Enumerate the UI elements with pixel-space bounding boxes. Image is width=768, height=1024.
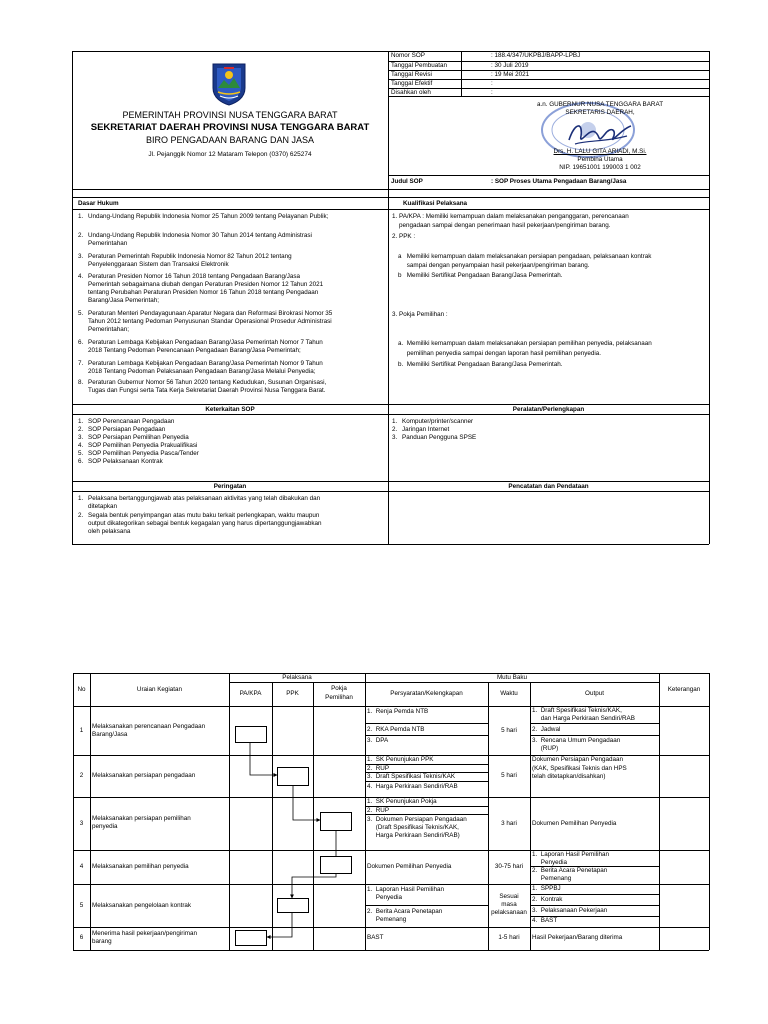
row-waktu: 1-5 hari xyxy=(498,934,520,941)
col-pokja-header: Pokja xyxy=(331,685,347,692)
row-uraian: Melaksanakan persiapan pemilihan penyedia xyxy=(92,815,191,831)
kualifikasi-ppk-b: b Memiliki Sertifikat Pengadaan Barang/Jasa Pemerintah. xyxy=(398,272,563,279)
row-syarat: 2. RKA Pemda NTB xyxy=(367,726,425,733)
meta-label: Tanggal Revisi xyxy=(391,71,432,78)
dasar-hukum-title: Dasar Hukum xyxy=(78,200,119,207)
row-waktu: 5 hari xyxy=(501,772,517,779)
gov-line-1: PEMERINTAH PROVINSI NUSA TENGGARA BARAT xyxy=(122,110,338,120)
row-syarat: 3. Dokumen Persiapan Pengadaan xyxy=(367,816,467,823)
row-output: (RUP) xyxy=(532,745,559,752)
kualifikasi-pokja-a: a. Memiliki kemampuan dalam melaksanakan persiapan pemilihan penyedia, pelaksanaan xyxy=(398,340,652,347)
kualifikasi-pokja: 3. Pokja Pemilihan : xyxy=(392,311,448,318)
judul-label: Judul SOP xyxy=(391,178,423,185)
row-syarat: Penyedia xyxy=(367,894,403,901)
row-output: 1. Draft Spesifikasi Teknis/KAK, xyxy=(532,707,622,714)
gov-line-3: BIRO PENGADAAN BARANG DAN JASA xyxy=(145,135,315,145)
kualifikasi-ppk: 2. PPK : xyxy=(392,233,416,240)
row-output: 3. Rencana Umum Pengadaan xyxy=(532,737,621,744)
row-syarat: 1. Renja Pemda NTB xyxy=(367,708,429,715)
row-number: 6 xyxy=(79,934,84,941)
row-uraian: Melaksanakan perencanaan Pengadaan Barang/Jasa xyxy=(92,723,206,739)
row-number: 4 xyxy=(79,863,84,870)
row-output: Dokumen Persiapan Pengadaan xyxy=(532,756,624,763)
signer-rank: Pembina Utama xyxy=(577,156,623,163)
signer-name: Drs. H. LALU GITA ARIADI, M.Si. xyxy=(553,148,647,155)
meta-value: : 19 Mei 2021 xyxy=(491,71,530,78)
office-address: Jl. Pejanggik Nomor 12 Mataram Telepon (0370) 625274 xyxy=(148,151,312,158)
row-syarat: 1. SK Penunjukan PPK xyxy=(367,756,434,763)
kualifikasi-pa-kpa-line: 1. PA/KPA : Memiliki kemampuan dalam melaksanakan penganggaran, perencanaan xyxy=(392,213,629,220)
row-syarat: 1. SK Penunjukan Pokja xyxy=(367,798,437,805)
row-uraian: Melaksanakan pengelolaan kontrak xyxy=(92,902,192,909)
row-waktu: 30-75 hari xyxy=(494,863,524,870)
flow-box-pa-kpa-6 xyxy=(235,930,267,946)
row-output: 1. SPPBJ xyxy=(532,885,561,892)
flow-box-pokja-3 xyxy=(320,812,352,831)
row-number: 1 xyxy=(79,727,84,734)
meta-label: Nomor SOP xyxy=(391,52,425,59)
col-keterangan-header: Keterangan xyxy=(667,686,701,693)
row-output: Pemenang xyxy=(532,875,572,882)
kualifikasi-pokja-a: pemilihan penyedia sampai dengan laporan hasil pemilihan penyedia. xyxy=(398,350,602,357)
kualifikasi-pokja-b: b. Memiliki Sertifikat Pengadaan Barang/Jasa Pemerintah. xyxy=(398,361,563,368)
col-no-header: No xyxy=(77,686,86,693)
row-syarat: 3. DPA xyxy=(367,737,389,744)
meta-label: Tanggal Efektif xyxy=(391,80,433,87)
flow-box-ppk-2 xyxy=(277,767,309,786)
keterkaitan-title: Keterkaitan SOP xyxy=(205,406,255,413)
row-waktu: pelaksanaan xyxy=(491,909,527,916)
row-output: Dokumen Pemilihan Penyedia xyxy=(532,820,617,827)
meta-value: : 188.4/347/UKPBJ/BAPP-LPBJ xyxy=(491,52,581,59)
row-syarat: 4. Harga Perkiraan Sendiri/RAB xyxy=(367,783,458,790)
row-syarat: BAST xyxy=(367,934,384,941)
meta-value: : xyxy=(491,80,493,87)
row-output: telah ditetapkan/disahkan) xyxy=(532,773,606,780)
row-output: dan Harga Perkiraan Sendiri/RAB xyxy=(532,715,635,722)
col-pa-header: PA/KPA xyxy=(239,690,262,697)
row-syarat: Dokumen Pemilihan Penyedia xyxy=(367,863,452,870)
col-ppk-header: PPK xyxy=(286,690,299,697)
flow-box-ppk-5 xyxy=(277,898,309,913)
row-waktu: masa xyxy=(501,901,517,908)
row-waktu: 5 hari xyxy=(501,727,517,734)
row-number: 3 xyxy=(79,820,84,827)
meta-value: : xyxy=(491,89,493,96)
col-mutu-header: Mutu Baku xyxy=(496,674,528,681)
row-number: 5 xyxy=(79,902,84,909)
kualifikasi-ppk-a: a Memiliki kemampuan dalam melaksanakan persiapan pengadaan, pelaksanaan kontrak xyxy=(398,253,652,260)
row-output: 3. Pelaksanaan Pekerjaan xyxy=(532,907,608,914)
row-output: 2. Berita Acara Penetapan xyxy=(532,867,608,874)
peringatan-title: Peringatan xyxy=(213,483,247,490)
row-waktu: Sesuai xyxy=(499,893,519,900)
kualifikasi-pa-kpa-line: pengadaan sampai dengan penerimaan hasil pekerjaan/pengiriman barang. xyxy=(392,222,611,229)
meta-label: Tanggal Pembuatan xyxy=(391,62,448,69)
row-output: 2. Kontrak xyxy=(532,896,563,903)
row-output: Hasil Pekerjaan/Barang diterima xyxy=(532,934,623,941)
row-syarat: 1. Laporan Hasil Pemilihan xyxy=(367,886,445,893)
col-uraian-header: Uraian Kegiatan xyxy=(136,686,183,693)
signer-title-2: SEKRETARIS DAERAH, xyxy=(565,109,635,116)
row-uraian: Melaksanakan persiapan pengadaan xyxy=(92,772,196,779)
flow-box-pokja-4 xyxy=(320,856,352,874)
pencatatan-title: Pencatatan dan Pendataan xyxy=(508,483,589,490)
row-syarat: 2. RUP xyxy=(367,765,390,772)
col-pelaksana-header: Pelaksana xyxy=(282,674,312,681)
col-pokja-header-2: Pemilihan xyxy=(325,694,353,701)
row-syarat: Pemenang xyxy=(367,916,407,923)
row-output: 4. BAST xyxy=(532,917,558,924)
row-number: 2 xyxy=(79,772,84,779)
row-waktu: 3 hari xyxy=(501,820,517,827)
row-syarat: 2. Berita Acara Penetapan xyxy=(367,908,443,915)
col-output-header: Output xyxy=(585,690,604,697)
kualifikasi-title: Kualifikasi Pelaksana xyxy=(403,200,468,207)
peralatan-title: Peralatan/Perlengkapan xyxy=(512,406,585,413)
row-output: (KAK, Spesifikasi Teknis dan HPS xyxy=(532,765,627,772)
col-syarat-header: Persyaratan/Kelengkapan xyxy=(390,690,463,697)
col-waktu-header: Waktu xyxy=(500,690,518,697)
judul-value: : SOP Proses Utama Pengadaan Barang/Jasa xyxy=(491,178,627,185)
signer-title-1: a.n. GUBERNUR NUSA TENGGARA BARAT xyxy=(536,101,664,108)
row-uraian: Melaksanakan pemilihan penyedia xyxy=(92,863,189,870)
meta-value: : 30 Juli 2019 xyxy=(491,62,529,69)
meta-label: Disahkan oleh xyxy=(391,89,431,96)
row-output: Penyedia xyxy=(532,859,568,866)
row-uraian: Menerima hasil pekerjaan/pengiriman barang xyxy=(92,930,198,946)
flow-box-pa-kpa-1 xyxy=(235,726,267,743)
row-syarat: (Draft Spesifikasi Teknis/KAK, xyxy=(367,824,459,831)
row-output: 1. Laporan Hasil Pemilihan xyxy=(532,851,610,858)
row-syarat: 3. Draft Spesifikasi Teknis/KAK xyxy=(367,773,456,780)
row-syarat: 2. RUP xyxy=(367,807,390,814)
gov-line-2: SEKRETARIAT DAERAH PROVINSI NUSA TENGGARA BARAT xyxy=(90,122,370,133)
signer-nip: NIP. 19651001 199003 1 002 xyxy=(559,164,641,171)
row-syarat: Harga Perkiraan Sendiri/RAB) xyxy=(367,832,460,839)
row-output: 2. Jadwal xyxy=(532,726,561,733)
kualifikasi-ppk-a: sampai dengan penyampaian hasil pekerjaan/pengiriman barang. xyxy=(398,262,590,269)
